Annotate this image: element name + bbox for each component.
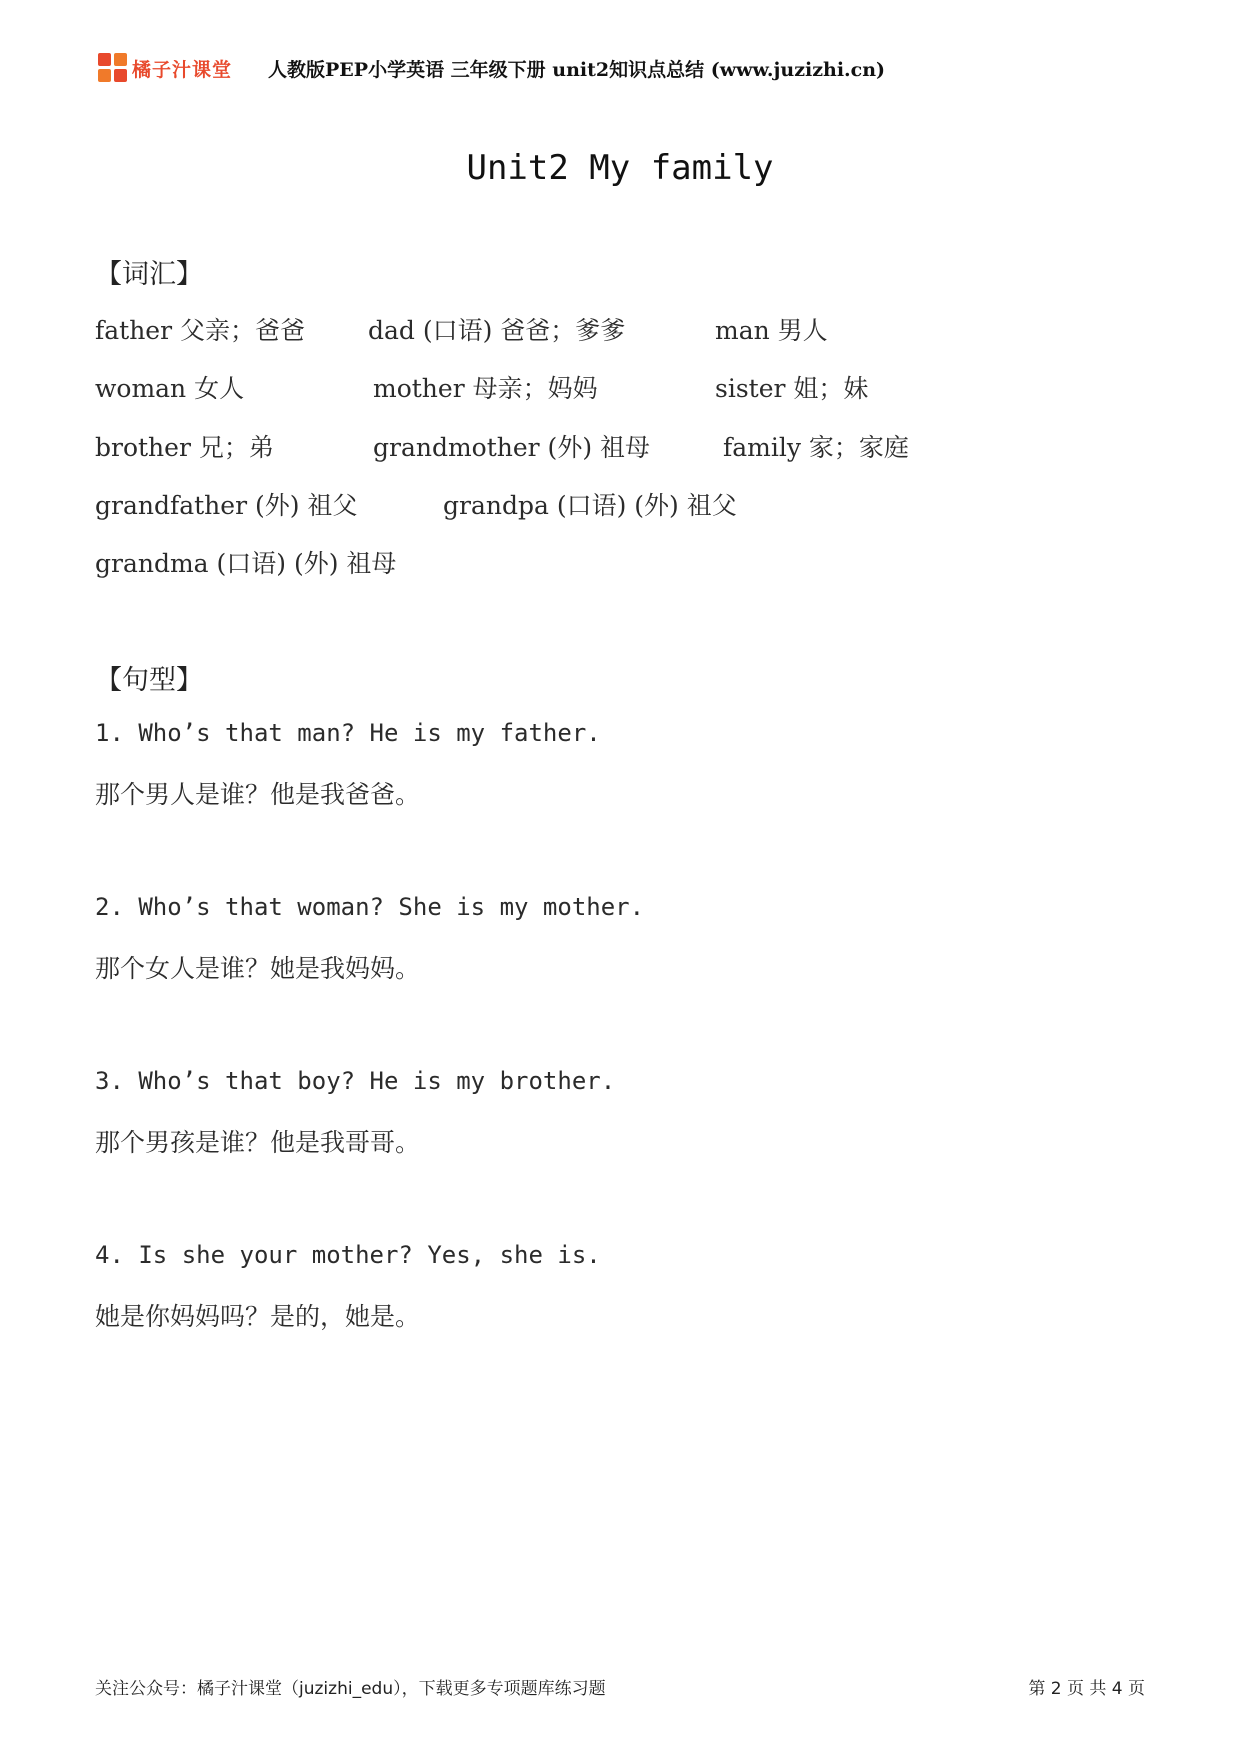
vocab-item: man 男人 (715, 316, 828, 345)
logo-text: 橘子汁课堂 (132, 58, 233, 81)
vocab-item: sister 姐；妹 (715, 374, 869, 403)
logo (98, 53, 232, 83)
vocab-item: grandmother (外) 祖母 (373, 433, 651, 462)
sentence-en: 4. Is she your mother? Yes, she is. (95, 1241, 601, 1269)
vocab-item: mother 母亲；妈妈 (373, 374, 598, 403)
sentence-zh: 那个女人是谁？她是我妈妈。 (95, 954, 421, 983)
sentence-en: 3. Who’s that boy? He is my brother. (95, 1067, 616, 1095)
vocab-item: brother 兄；弟 (95, 433, 274, 462)
sentence-zh: 那个男孩是谁？他是我哥哥。 (95, 1128, 421, 1157)
page-title: Unit2 My family (466, 148, 774, 188)
sentences-heading: 【句型】 (95, 665, 203, 696)
page-header (98, 48, 885, 88)
vocab-item: father 父亲；爸爸 (95, 316, 305, 345)
page-footer (95, 1674, 1145, 1699)
sentence-zh: 那个男人是谁？他是我爸爸。 (95, 780, 421, 809)
vocab-heading: 【词汇】 (95, 259, 203, 290)
vocab-item: woman 女人 (95, 374, 245, 403)
logo-icon (98, 53, 128, 83)
page-number: 第 2 页 共 4 页 (1028, 1679, 1145, 1699)
vocab-item: grandpa (口语) (外) 祖父 (443, 491, 737, 520)
vocab-item: family 家；家庭 (723, 433, 909, 462)
sentence-en: 1. Who’s that man? He is my father. (95, 719, 601, 747)
vocab-item: grandfather (外) 祖父 (95, 491, 358, 520)
sentence-en: 2. Who’s that woman? She is my mother. (95, 893, 645, 921)
vocab-item: dad (口语) 爸爸；爹爹 (368, 316, 626, 345)
header-title: 人教版PEP小学英语 三年级下册 unit2知识点总结 (www.juzizhi.cn) (268, 58, 886, 81)
sentence-zh: 她是你妈妈吗？是的，她是。 (95, 1302, 421, 1331)
footer-note: 关注公众号：橘子汁课堂（juzizhi_edu），下载更多专项题库练习题 (95, 1679, 606, 1699)
vocab-item: grandma (口语) (外) 祖母 (95, 549, 397, 578)
